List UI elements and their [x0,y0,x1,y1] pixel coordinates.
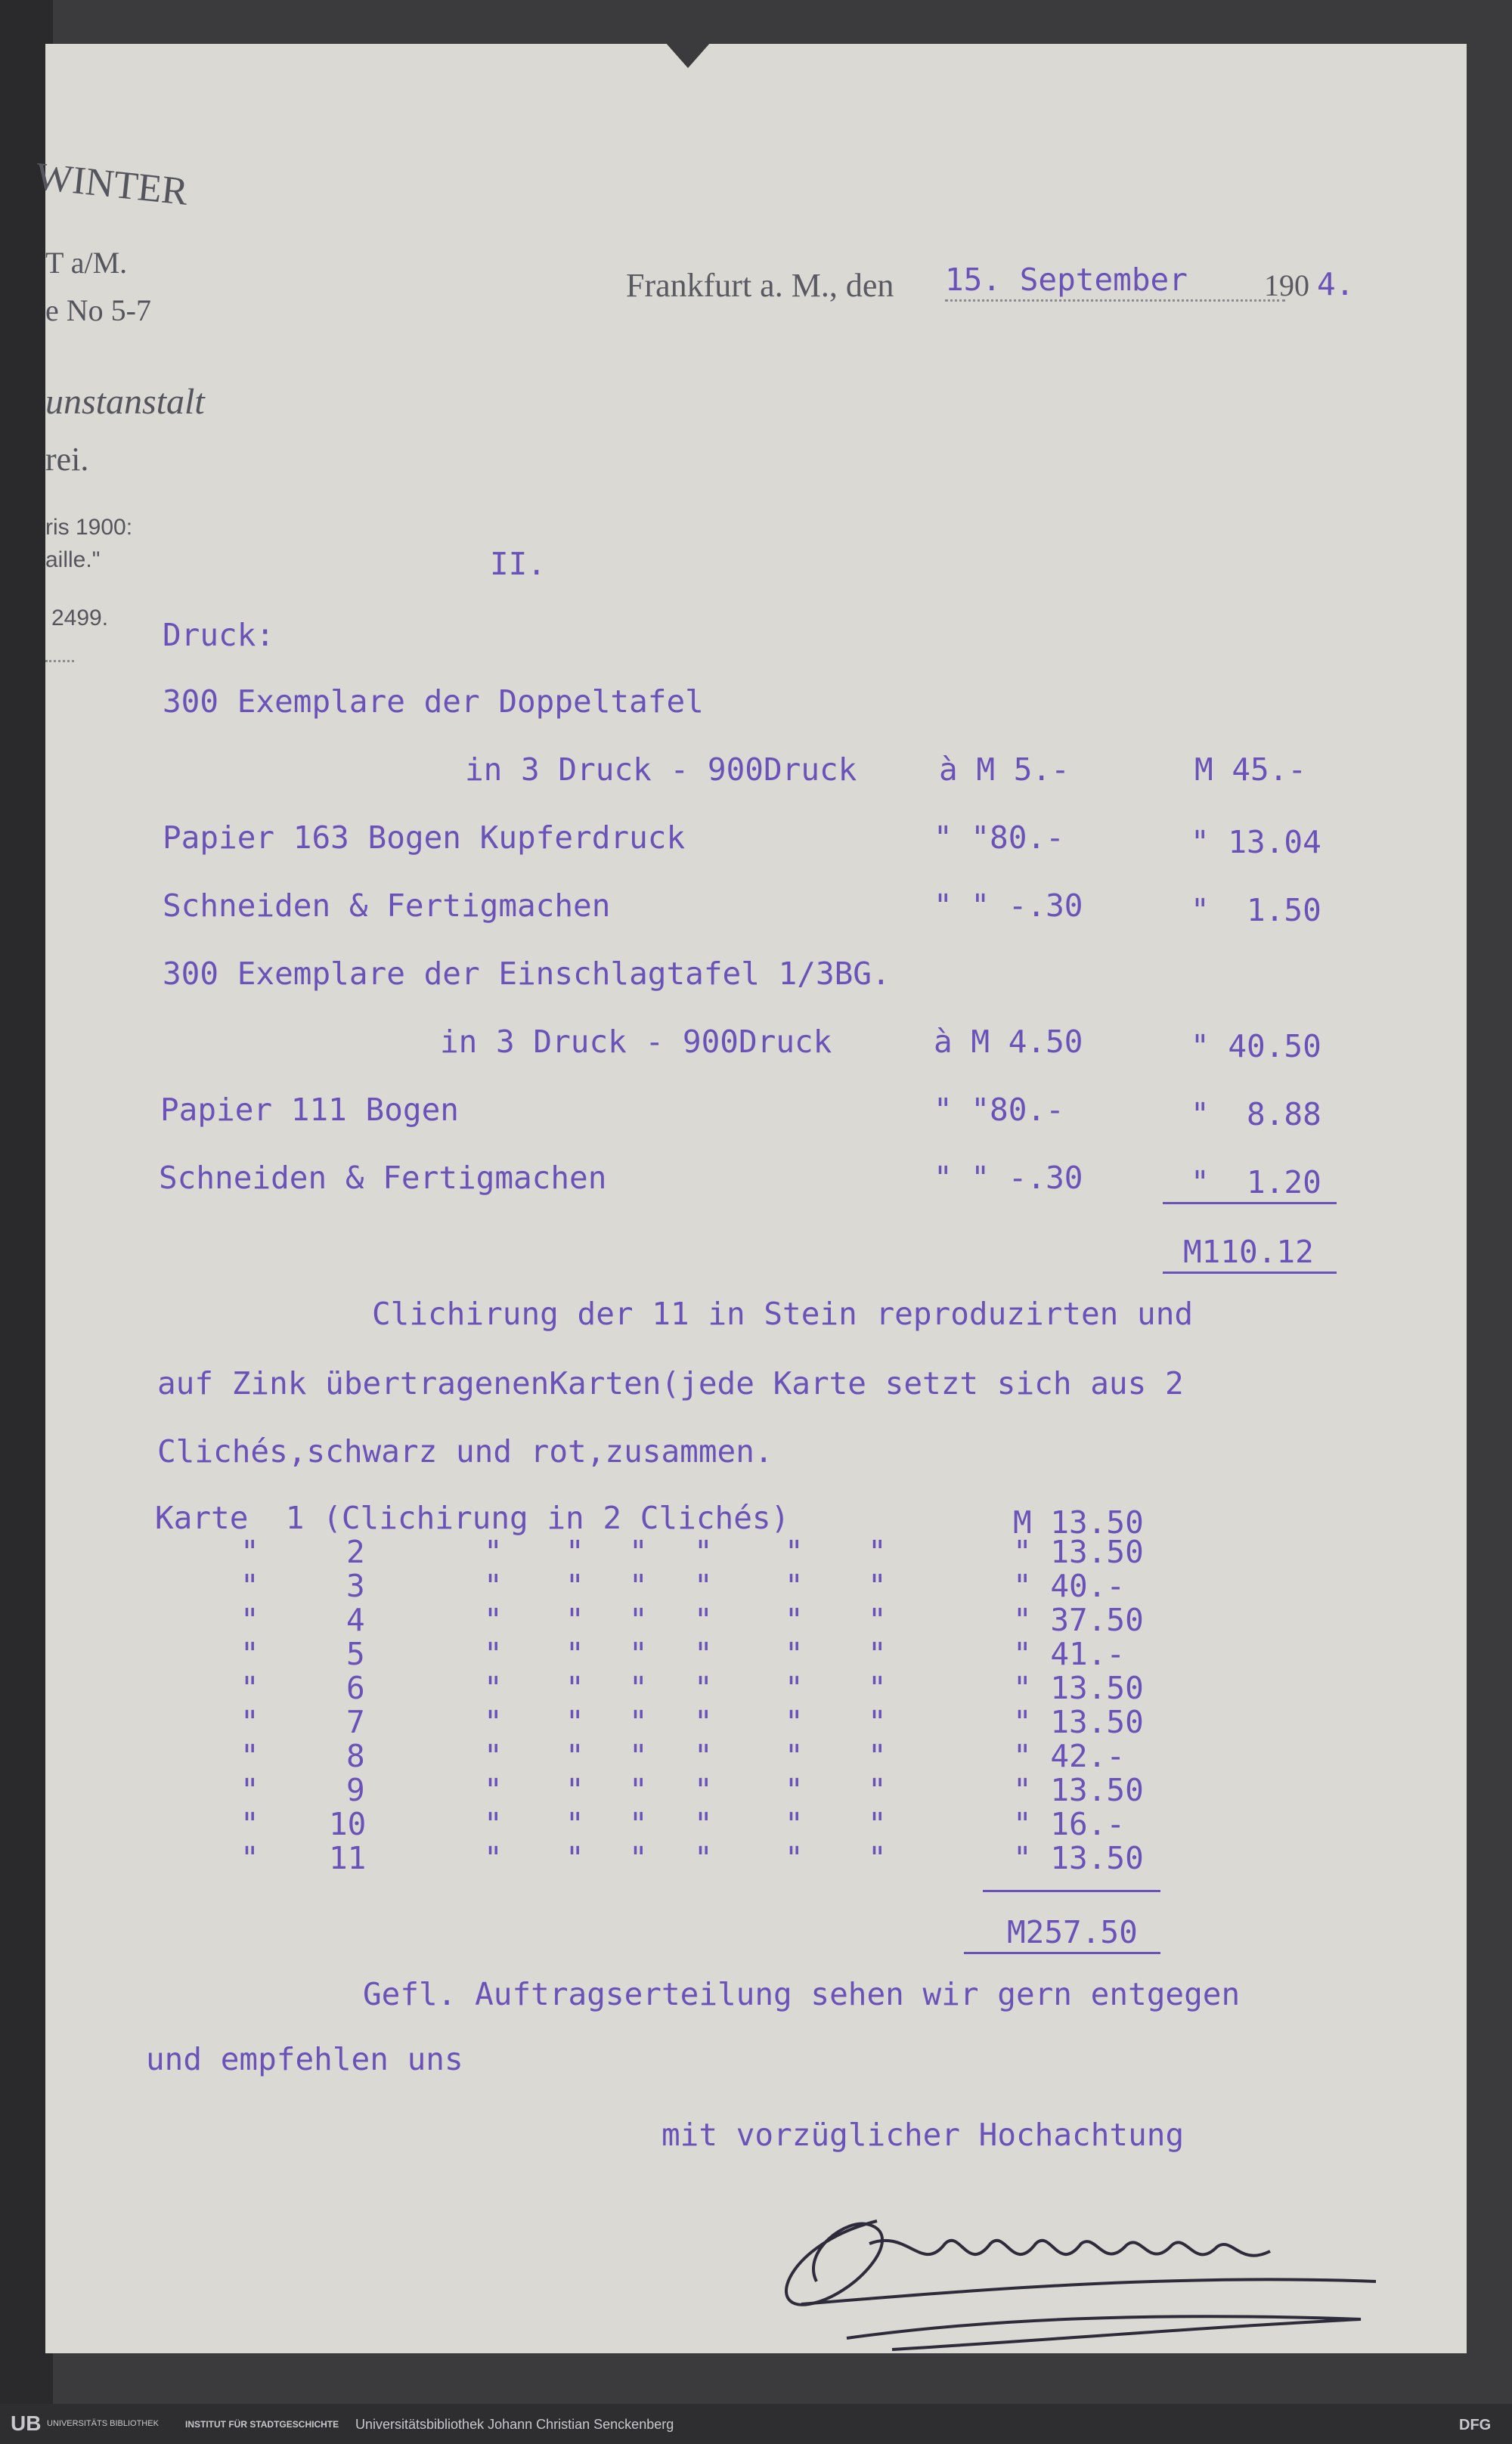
karte-number: 7 [346,1704,365,1740]
dateline-dots [945,299,1285,302]
item-rate: " " -.30 [934,1160,1083,1196]
karten-amount: " 13.50 [1013,1772,1144,1808]
karte-ditto: " [240,1738,259,1774]
karte-ditto: " [240,1602,259,1638]
clichirung-ditto: " [868,1602,887,1638]
clichirung-ditto: " [484,1568,503,1604]
item-amount: " 13.04 [1191,824,1321,860]
karten-label: Karte 1 (Clichirung in 2 Clichés) [155,1500,790,1536]
dfg-logo: DFG [1459,2417,1492,2433]
subtotal-druck: M110.12 [1183,1234,1314,1270]
clichirung-ditto: " [868,1534,887,1570]
clichirung-ditto: " [868,1568,887,1604]
karte-ditto: " [240,1568,259,1604]
letterhead-phone: 2499. [51,606,109,630]
clichirung-ditto: " [629,1670,648,1706]
ub-logo: UB [11,2411,42,2435]
dateline-place: Frankfurt a. M., den [626,267,894,304]
karte-ditto: " [240,1806,259,1842]
karten-amount: M 13.50 [1013,1504,1144,1541]
clichirung-ditto: " [785,1738,804,1774]
karten-amount: " 13.50 [1013,1670,1144,1706]
dateline-year-suffix: 4. [1317,266,1355,302]
clichirung-ditto: " [785,1772,804,1808]
karte-number: 8 [346,1738,365,1774]
item-rate: " " -.30 [934,887,1083,924]
clichirung-ditto: " [484,1670,503,1706]
letterhead-name: WINTER [33,155,191,214]
clichirung-ditto: " [868,1670,887,1706]
clichirung-ditto: " [868,1840,887,1876]
clichirung-ditto: " [565,1568,584,1604]
letter-page [33,44,1467,2353]
clichirung-ditto: " [868,1738,887,1774]
salutation: mit vorzüglicher Hochachtung [662,2117,1185,2153]
karte-number: 5 [346,1636,365,1672]
clichirung-ditto: " [785,1568,804,1604]
paragraph-line: auf Zink übertragenenKarten(jede Karte setzt sich aus 2 [157,1365,1184,1402]
karte-ditto: " [240,1840,259,1876]
clichirung-ditto: " [565,1772,584,1808]
clichirung-ditto: " [629,1738,648,1774]
item-rate: " "80.- [934,1092,1064,1128]
clichirung-ditto: " [629,1602,648,1638]
clichirung-ditto: " [484,1806,503,1842]
dateline-year: 190 [1264,268,1309,302]
clichirung-ditto: " [785,1636,804,1672]
clichirung-ditto: " [629,1840,648,1876]
karte-ditto: " [240,1636,259,1672]
clichirung-ditto: " [629,1568,648,1604]
karte-ditto: " [240,1670,259,1706]
clichirung-ditto: " [484,1602,503,1638]
item-rate: à M 4.50 [934,1024,1083,1060]
clichirung-ditto: " [629,1636,648,1672]
clichirung-ditto: " [484,1840,503,1876]
clichirung-ditto: " [694,1772,713,1808]
clichirung-ditto: " [484,1704,503,1740]
item-amount: " 1.50 [1191,892,1321,928]
item-rate: à M 5.- [939,751,1070,788]
clichirung-ditto: " [484,1636,503,1672]
letterhead-address: e No 5-7 [45,293,151,327]
clichirung-ditto: " [565,1704,584,1740]
clichirung-ditto: " [565,1840,584,1876]
item-text: in 3 Druck - 900Druck [465,751,857,788]
karten-amount: " 42.- [1013,1738,1126,1774]
paragraph-line: Clichés,schwarz und rot,zusammen. [157,1433,773,1470]
karte-number: 4 [346,1602,365,1638]
karte-number: 3 [346,1568,365,1604]
ub-logo-text: UNIVERSITÄTS BIBLIOTHEK [47,2419,159,2428]
item-text: 300 Exemplare der Doppeltafel [163,683,704,720]
karten-amount: " 16.- [1013,1806,1126,1842]
letterhead-trade: unstanstalt [45,382,205,422]
clichirung-ditto: " [565,1806,584,1842]
clichirung-ditto: " [694,1636,713,1672]
item-text: in 3 Druck - 900Druck [440,1024,832,1060]
clichirung-ditto: " [785,1704,804,1740]
clichirung-ditto: " [694,1670,713,1706]
karten-amount: " 37.50 [1013,1602,1144,1638]
clichirung-ditto: " [565,1602,584,1638]
karte-number: 2 [346,1534,365,1570]
clichirung-ditto: " [565,1670,584,1706]
karten-underline [964,1952,1160,1954]
signature [756,2191,1391,2365]
heading-druck: Druck: [163,617,275,653]
item-text: 300 Exemplare der Einschlagtafel 1/3BG. [163,956,891,992]
karte-number: 10 [329,1806,367,1842]
item-rate: " "80.- [934,819,1064,856]
clichirung-ditto: " [694,1602,713,1638]
clichirung-ditto: " [694,1806,713,1842]
clichirung-ditto: " [694,1534,713,1570]
clichirung-ditto: " [565,1738,584,1774]
clichirung-ditto: " [629,1772,648,1808]
item-text: Schneiden & Fertigmachen [163,887,611,924]
closing-line: Gefl. Auftragserteilung sehen wir gern entgegen [363,1976,1241,2012]
clichirung-ditto: " [868,1772,887,1808]
karten-amount: " 41.- [1013,1636,1126,1672]
item-amount: " 40.50 [1191,1028,1321,1064]
paper-notch [665,42,711,73]
letterhead-trade2: rei. [45,441,89,478]
karte-ditto: " [240,1704,259,1740]
archive-footer [0,2404,1512,2444]
clichirung-ditto: " [484,1534,503,1570]
item-amount: " 8.88 [1191,1096,1321,1132]
section-number: II. [490,546,547,582]
clichirung-ditto: " [868,1704,887,1740]
karten-amount: " 13.50 [1013,1704,1144,1740]
paragraph-line: Clichirung der 11 in Stein reproduzirten und [372,1296,1194,1332]
clichirung-ditto: " [565,1636,584,1672]
clichirung-ditto: " [868,1806,887,1842]
item-text: Papier 111 Bogen [160,1092,459,1128]
item-amount: " 1.20 [1191,1164,1321,1200]
institut-logo-text: INSTITUT FÜR STADTGESCHICHTE [185,2419,339,2430]
library-name: Universitätsbibliothek Johann Christian Senckenberg [355,2417,674,2432]
karten-amount: " 13.50 [1013,1840,1144,1876]
clichirung-ditto: " [484,1772,503,1808]
subtotal-rule [1163,1202,1337,1204]
subtotal-underline [1163,1272,1337,1274]
clichirung-ditto: " [785,1840,804,1876]
clichirung-ditto: " [694,1568,713,1604]
clichirung-ditto: " [868,1636,887,1672]
clichirung-ditto: " [785,1670,804,1706]
karte-ditto: " [240,1534,259,1570]
karten-amount: " 13.50 [1013,1534,1144,1570]
letterhead-dotline [45,660,74,662]
clichirung-ditto: " [694,1738,713,1774]
karte-ditto: " [240,1772,259,1808]
closing-line: und empfehlen uns [146,2041,463,2077]
clichirung-ditto: " [565,1534,584,1570]
karte-number: 6 [346,1670,365,1706]
clichirung-ditto: " [629,1534,648,1570]
item-text: Papier 163 Bogen Kupferdruck [163,819,686,856]
letterhead-award2: aille." [45,547,101,572]
dateline-date: 15. September [945,262,1188,298]
karte-number: 9 [346,1772,365,1808]
subtotal-karten: M257.50 [1007,1914,1138,1950]
letterhead-award: ris 1900: [45,515,133,540]
clichirung-ditto: " [484,1738,503,1774]
clichirung-ditto: " [629,1806,648,1842]
karte-number: 11 [329,1840,367,1876]
clichirung-ditto: " [694,1840,713,1876]
clichirung-ditto: " [785,1534,804,1570]
karten-rule [983,1890,1160,1892]
clichirung-ditto: " [785,1602,804,1638]
item-text: Schneiden & Fertigmachen [159,1160,607,1196]
clichirung-ditto: " [785,1806,804,1842]
clichirung-ditto: " [694,1704,713,1740]
clichirung-ditto: " [629,1704,648,1740]
item-amount: M 45.- [1194,751,1307,788]
letterhead-city: T a/M. [45,246,128,280]
karten-amount: " 40.- [1013,1568,1126,1604]
